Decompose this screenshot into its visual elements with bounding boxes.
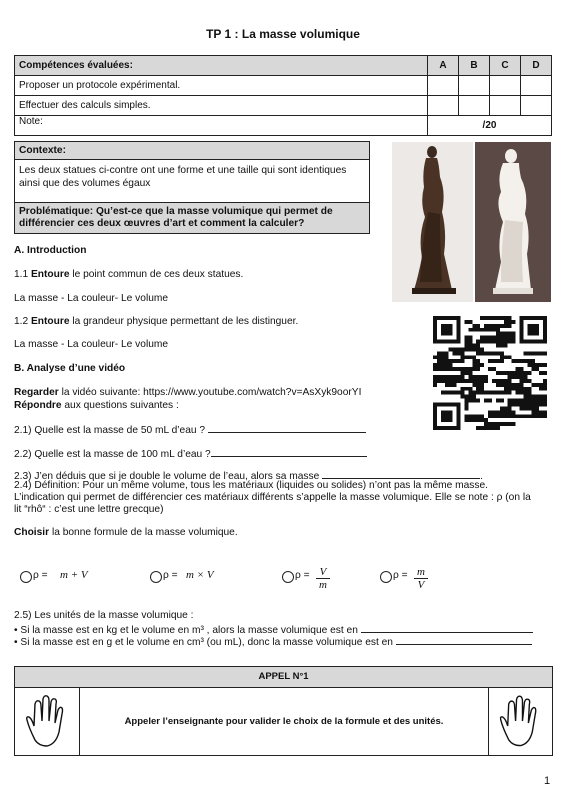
q-text: 2.3) J’en déduis que si je double le volume de l’eau, alors sa masse — [14, 471, 320, 482]
numerator: m — [414, 566, 428, 579]
q-verb: Regarder — [14, 387, 59, 398]
grade-cell — [521, 76, 552, 96]
qr-code — [432, 316, 548, 430]
answer-blank[interactable] — [208, 422, 366, 433]
units-line-2 — [14, 634, 532, 648]
question-1-1 — [14, 269, 243, 280]
formula-option-1[interactable] — [20, 562, 130, 596]
formula-fraction — [414, 566, 428, 591]
radio-circle[interactable] — [282, 571, 294, 583]
definition-line-3: lit “rhô“ : c’est une lettre grecque) — [14, 504, 164, 515]
q-text: 2.1) Quelle est la masse de 50 mL d’eau ? — [14, 425, 206, 436]
numerator: V — [316, 566, 330, 579]
section-b-title: B. Analyse d’une vidéo — [14, 363, 126, 374]
level-b: B — [459, 56, 490, 76]
problematique: Problématique: Qu’est-ce que la masse volumique qui permet de différencier ces deux œuvres d’art et comment la calculer? — [15, 203, 369, 233]
q-text: aux questions suivantes : — [61, 400, 179, 411]
q-text: • Si la masse est en kg et le volume en m³ , alors la masse volumique est en — [14, 625, 358, 636]
q-verb: Entoure — [31, 269, 70, 280]
radio-circle[interactable] — [150, 571, 162, 583]
radio-circle[interactable] — [380, 571, 392, 583]
formula-label: ρ = — [295, 570, 310, 581]
q-text: la bonne formule de la masse volumique. — [49, 527, 238, 538]
competence-row: Effectuer des calculs simples. — [15, 96, 428, 116]
bronze-statue-image — [392, 142, 473, 302]
formula-expr: m × V — [186, 569, 214, 581]
page-title: TP 1 : La masse volumique — [206, 27, 360, 41]
denominator: V — [417, 579, 425, 591]
grade-cell — [490, 76, 521, 96]
answer-blank[interactable] — [361, 622, 533, 633]
formula-label: ρ = — [393, 570, 408, 581]
formula-label: ρ = — [163, 570, 178, 581]
q-prefix: 1.1 — [14, 269, 31, 280]
raised-hand-icon — [489, 688, 552, 755]
page-number: 1 — [544, 775, 551, 787]
denominator: m — [319, 579, 327, 591]
question-2-2 — [14, 446, 367, 460]
grade-cell — [459, 76, 490, 96]
section-a-title: A. Introduction — [14, 245, 87, 256]
regarder-line — [14, 387, 361, 398]
note-value: /20 — [428, 116, 552, 136]
grade-cell — [428, 76, 459, 96]
question-2-1 — [14, 422, 366, 436]
q-prefix: 1.2 — [14, 316, 31, 327]
video-link[interactable]: la vidéo suivante: https://www.youtube.com/watch?v=AsXyk9oorYI — [58, 387, 362, 398]
grade-cell — [521, 96, 552, 116]
raised-hand-icon — [15, 688, 79, 755]
q-text: la grandeur physique permettant de les distinguer. — [69, 316, 299, 327]
answer-blank[interactable] — [211, 446, 367, 457]
grade-cell — [428, 96, 459, 116]
q-verb: Entoure — [31, 316, 70, 327]
question-1-2 — [14, 316, 298, 327]
competences-table — [14, 55, 552, 136]
q-text: le point commun de ces deux statues. — [69, 269, 244, 280]
radio-circle[interactable] — [20, 571, 32, 583]
formula-label: ρ = — [33, 570, 48, 581]
q-verb: Choisir — [14, 527, 50, 538]
q-text: • Si la masse est en g et le volume en cm³ (ou mL), donc la masse volumique est en — [14, 637, 393, 648]
formula-option-4[interactable] — [380, 562, 460, 596]
choices-1: La masse - La couleur- Le volume — [14, 293, 169, 304]
answer-blank[interactable] — [322, 468, 480, 479]
q-verb: Répondre — [14, 400, 62, 411]
level-c: C — [490, 56, 521, 76]
repondre-line — [14, 400, 179, 411]
appel-header: APPEL N°1 — [15, 667, 552, 688]
question-2-5: 2.5) Les unités de la masse volumique : — [14, 610, 194, 621]
level-a: A — [428, 56, 459, 76]
context-box — [14, 141, 370, 234]
formula-fraction — [316, 566, 330, 591]
appel-right-cell — [489, 688, 552, 755]
competences-header: Compétences évaluées: — [15, 56, 428, 76]
context-body: Les deux statues ci-contre ont une forme et une taille qui sont identiques ainsi que des volumes égaux — [15, 160, 369, 203]
appel-left-cell — [15, 688, 80, 755]
q-text: 2.2) Quelle est la masse de 100 mL d’eau ? — [14, 449, 211, 460]
q-text: . — [480, 471, 483, 482]
context-header: Contexte: — [15, 142, 369, 160]
marble-statue-image — [475, 142, 551, 302]
note-label: Note: — [15, 116, 428, 136]
choisir-line — [14, 527, 238, 538]
formula-option-3[interactable] — [282, 562, 362, 596]
definition-line-1: 2.4) Définition: Pour un même volume, tous les matériaux (liquides ou solides) n’ont pas la même masse. — [14, 480, 488, 491]
grade-cell — [490, 96, 521, 116]
level-d: D — [521, 56, 552, 76]
appel-text: Appeler l’enseignante pour valider le choix de la formule et des unités. — [80, 688, 489, 755]
definition-line-2: L’indication qui permet de différencier ces matériaux différents s’appelle la masse volumique. Elle se note : ρ (on la — [14, 492, 531, 503]
grade-cell — [459, 96, 490, 116]
formula-expr: m + V — [60, 569, 88, 581]
formula-option-2[interactable] — [150, 562, 260, 596]
competence-row: Proposer un protocole expérimental. — [15, 76, 428, 96]
answer-blank[interactable] — [396, 634, 532, 645]
appel-box — [14, 666, 553, 756]
choices-2: La masse - La couleur- Le volume — [14, 339, 169, 350]
